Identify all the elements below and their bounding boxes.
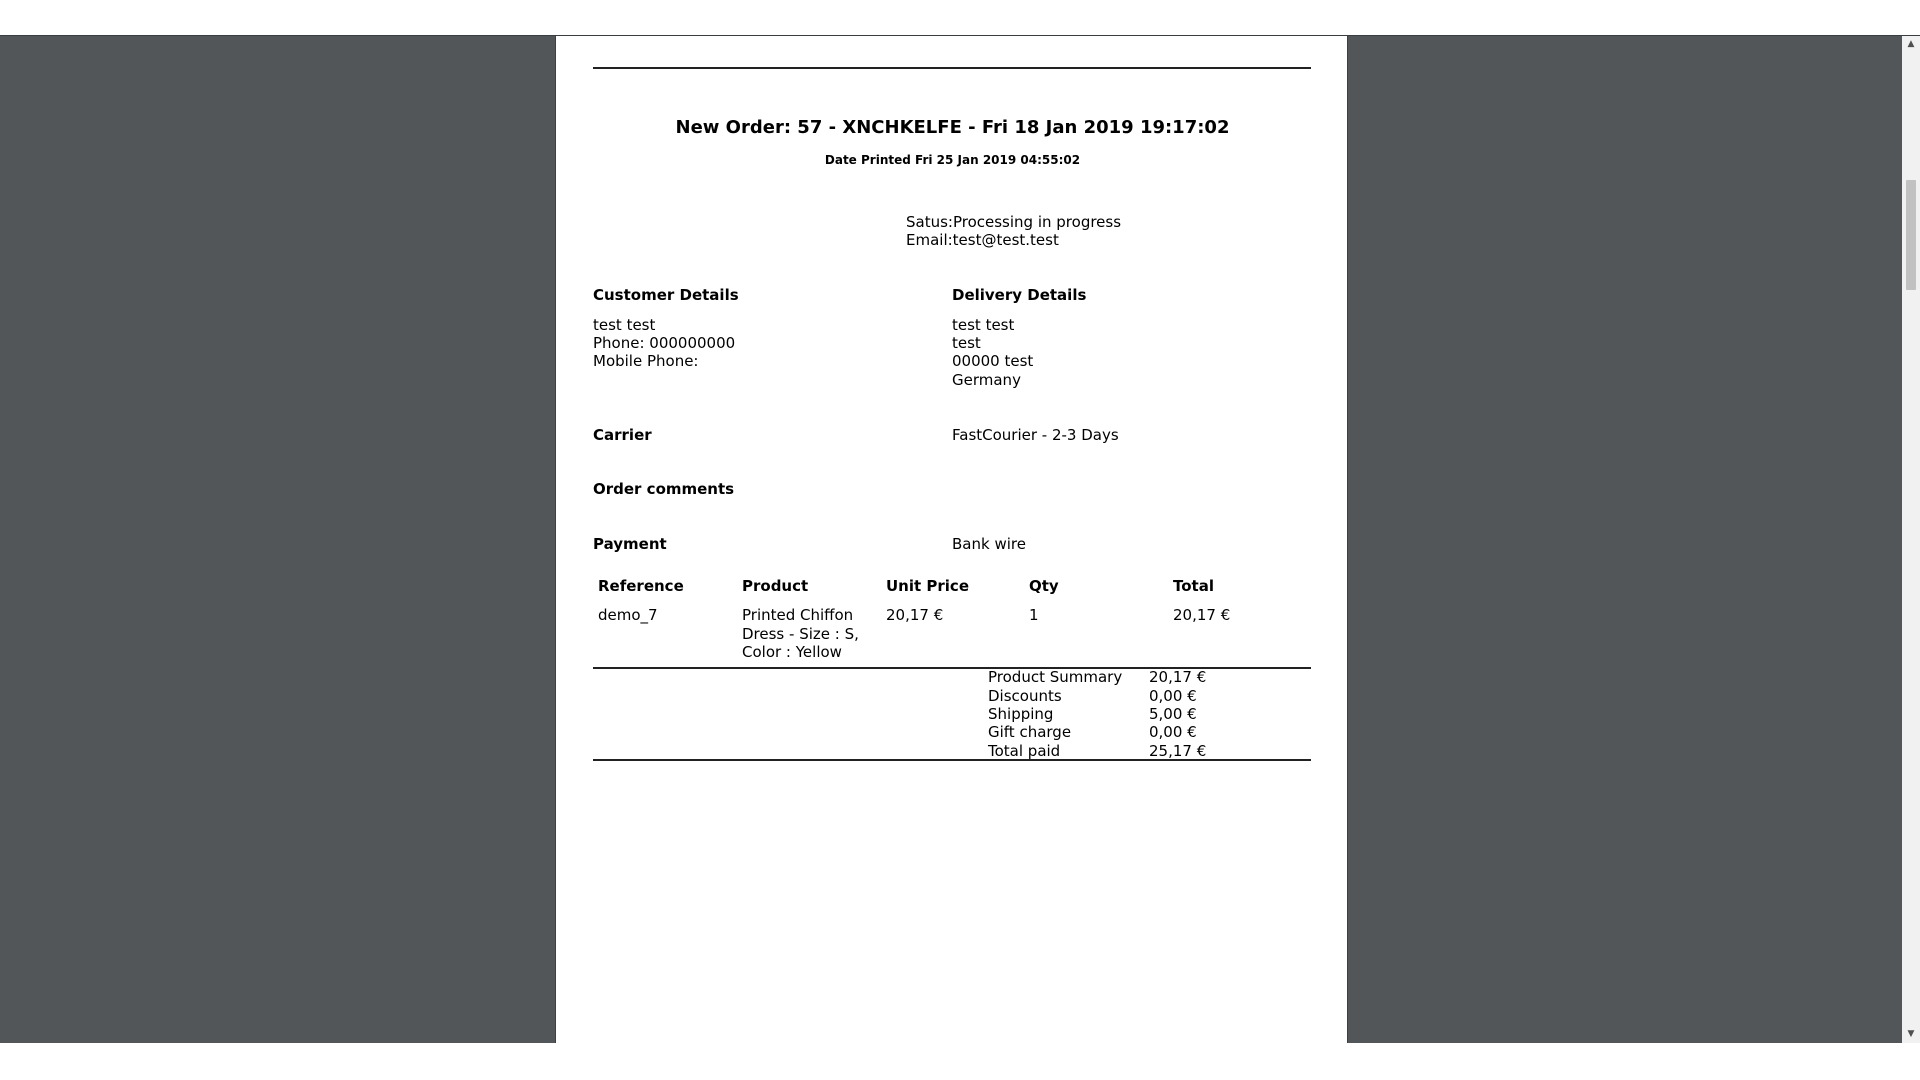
- order-comments-label: Order comments: [593, 480, 735, 498]
- col-header-product: Product: [742, 577, 809, 595]
- summary-value: 0,00 €: [1149, 723, 1197, 741]
- payment-label: Payment: [593, 535, 667, 553]
- payment-value: Bank wire: [952, 535, 1026, 553]
- cell-product-line: Dress - Size : S,: [742, 625, 859, 643]
- customer-name: test test: [593, 316, 656, 334]
- email-line: Email:test@test.test: [906, 231, 1059, 249]
- col-header-qty: Qty: [1029, 577, 1059, 595]
- cell-unit-price: 20,17 €: [886, 606, 944, 624]
- top-rule: [593, 67, 1311, 69]
- summary-label: Discounts: [988, 687, 1062, 705]
- summary-value: 5,00 €: [1149, 705, 1197, 723]
- scroll-thumb[interactable]: [1906, 180, 1916, 290]
- col-header-reference: Reference: [598, 577, 684, 595]
- customer-details-heading: Customer Details: [593, 286, 739, 304]
- vertical-scrollbar[interactable]: [1902, 36, 1920, 1043]
- delivery-line: test: [952, 334, 981, 352]
- summary-label: Product Summary: [988, 668, 1123, 686]
- delivery-line: 00000 test: [952, 352, 1034, 370]
- cell-reference: demo_7: [598, 606, 658, 624]
- col-header-unit-price: Unit Price: [886, 577, 969, 595]
- carrier-value: FastCourier - 2-3 Days: [952, 426, 1119, 444]
- summary-rule: [593, 759, 1311, 761]
- customer-mobile: Mobile Phone:: [593, 352, 699, 370]
- scroll-up-icon[interactable]: ▲: [1907, 39, 1915, 49]
- scroll-down-icon[interactable]: ▼: [1907, 1029, 1915, 1039]
- order-title: New Order: 57 - XNCHKELFE - Fri 18 Jan 2019 19:17:02: [675, 117, 1230, 138]
- carrier-label: Carrier: [593, 426, 652, 444]
- viewer-toolbar: [0, 0, 1920, 36]
- customer-phone: Phone: 000000000: [593, 334, 736, 352]
- col-header-total: Total: [1173, 577, 1214, 595]
- delivery-line: test test: [952, 316, 1015, 334]
- summary-label: Shipping: [988, 705, 1054, 723]
- summary-value: 0,00 €: [1149, 687, 1197, 705]
- pdf-page: [555, 36, 1348, 1043]
- cell-product-line: Printed Chiffon: [742, 606, 854, 624]
- bottom-strip: [0, 1043, 1920, 1080]
- date-printed: Date Printed Fri 25 Jan 2019 04:55:02: [824, 153, 1081, 167]
- cell-total: 20,17 €: [1173, 606, 1231, 624]
- status-line: Satus:Processing in progress: [906, 213, 1122, 231]
- cell-product-line: Color : Yellow: [742, 643, 842, 661]
- summary-label: Total paid: [988, 742, 1061, 760]
- delivery-line: Germany: [952, 371, 1021, 389]
- summary-value: 20,17 €: [1149, 668, 1207, 686]
- pdf-viewer[interactable]: [0, 36, 1902, 1043]
- summary-value: 25,17 €: [1149, 742, 1207, 760]
- summary-label: Gift charge: [988, 723, 1072, 741]
- cell-qty: 1: [1029, 606, 1039, 624]
- delivery-details-heading: Delivery Details: [952, 286, 1087, 304]
